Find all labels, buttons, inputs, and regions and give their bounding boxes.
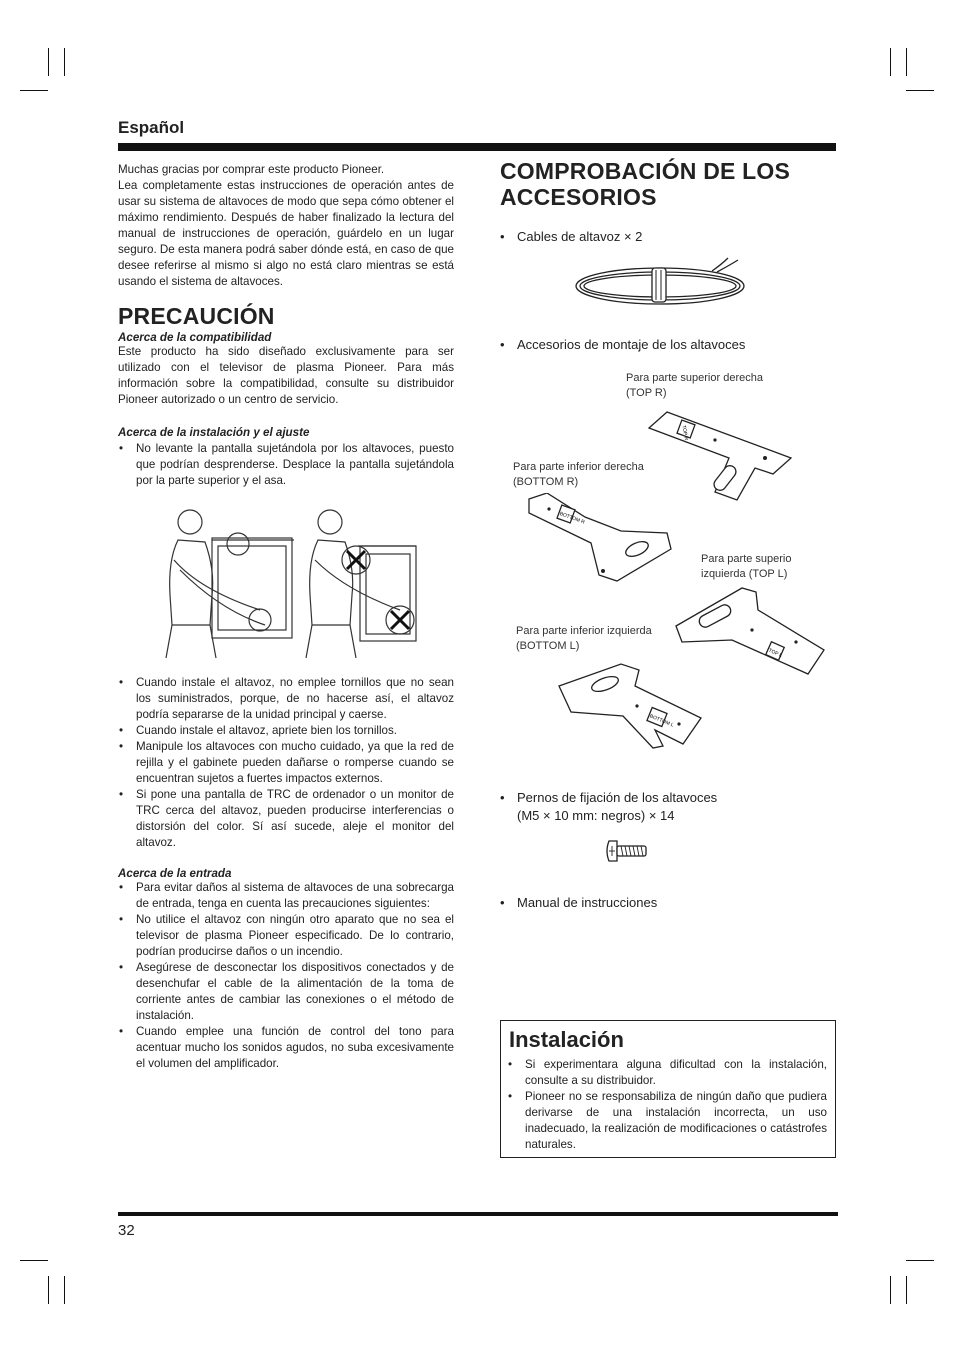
compat-section [118, 331, 454, 408]
list-item: • Si pone una pantalla de TRC de ordenador o un monitor de TRC cerca del altavoz, pueden producirse interferencias o distorsión del color. Sí así sucede, aleje el monitor del altavoz. [118, 787, 454, 851]
instalacion-box [500, 1020, 836, 1158]
list-item: • Cuando instale el altavoz, no emplee tornillos que no sean los suministrados, porque, de no hacerse así, el altavoz podría separarse de la unidad principal y caerse. [118, 675, 454, 723]
list-item: • Pioneer no se responsabiliza de ningún daño que pudiera derivarse de una instalación incorrecta, un uso inadecuado, la realización de modificaciones o catástrofes naturales. [507, 1089, 827, 1153]
compat-heading: Acerca de la compatibilidad [118, 331, 272, 344]
item-mounts: • Accesorios de montaje de los altavoces [500, 337, 746, 352]
accesorios-title: COMPROBACIÓN DE LOS ACCESORIOS [500, 158, 791, 210]
language-label: Español [118, 118, 185, 137]
list-item: • Cuando emplee una función de control del tono para acentuar mucho los sonidos agudos, no suba excesivamente el volumen del amplificador. [118, 1024, 454, 1072]
header-rule [118, 143, 836, 151]
bracket-top-l-label: TOP L [767, 647, 783, 659]
input-heading: Acerca de la entrada [118, 867, 232, 880]
crop-mark [906, 1260, 934, 1261]
list-item: • Cuando instale el altavoz, apriete bien los tornillos. [118, 723, 454, 739]
crop-mark [906, 48, 907, 76]
bracket-top-r-illustration [645, 410, 795, 502]
crop-mark [890, 48, 891, 76]
item-cables: • Cables de altavoz × 2 [500, 229, 643, 244]
item-manual-label: Manual de instrucciones [517, 895, 658, 910]
precaucion-title: PRECAUCIÓN [118, 303, 275, 329]
caption-bottom-r: Para parte inferior derecha (BOTTOM R) [513, 461, 644, 488]
item-bolts-line-2: (M5 × 10 mm: negros) × 14 [517, 808, 675, 823]
crop-mark [20, 1260, 48, 1261]
page-number: 32 [118, 1222, 135, 1239]
compat-text: Este producto ha sido diseñado exclusivamente para ser utilizado con el televisor de plasma Pioneer. Para más información sobre la compatibilidad, consulte su distribuidor Pioneer autorizado o un centro de servicio. [118, 345, 454, 406]
bracket-bottom-l-label: BOTTOM L [648, 713, 675, 729]
crop-mark [48, 48, 49, 76]
intro-paragraph: Lea completamente estas instrucciones de operación antes de usar su sistema de altavoces de modo que sepa cómo obtener el máximo rendimiento. Después de haber finalizado la lectura del manual de instrucciones de operación, guárdelo en un lugar seguro. De esta manera podrá saber dónde está, en caso de que desee referirse al mismo si algo no está claro mientras se está usando el sistema de altavoces. [118, 179, 454, 288]
install-section [118, 426, 454, 489]
instalacion-title: Instalación [509, 1027, 624, 1052]
bracket-top-r-label: TOP R [680, 424, 689, 441]
list-item: • Manipule los altavoces con mucho cuidado, ya que la red de rejilla y el gabinete pueden dañarse o romperse cuando se encuentran sujetos a fuertes impactos externos. [118, 739, 454, 787]
crop-mark [906, 1276, 907, 1304]
item-mounts-label: Accesorios de montaje de los altavoces [517, 337, 746, 352]
bracket-bottom-l-illustration [555, 658, 705, 750]
lifting-illustration [160, 500, 430, 660]
list-item: • Asegúrese de desconectar los dispositivos conectados y de desenchufar el cable de la alimentación de la toma de corriente antes de cambiar las conexiones o el método de instalación. [118, 960, 454, 1024]
crop-mark [64, 1276, 65, 1304]
intro-line-1: Muchas gracias por comprar este producto Pioneer. [118, 163, 385, 176]
crop-mark [890, 1276, 891, 1304]
caption-top-r: Para parte superior derecha (TOP R) [626, 372, 763, 399]
crop-mark [20, 90, 48, 91]
bolt-icon [605, 838, 649, 864]
item-manual: • Manual de instrucciones [500, 895, 658, 910]
list-item: • Para evitar daños al sistema de altavoces de una sobrecarga de entrada, tenga en cuenta las precauciones siguientes: [118, 880, 454, 912]
crop-mark [64, 48, 65, 76]
list-item: • No levante la pantalla sujetándola por los altavoces, puesto que podrían desprenderse. Desplace la pantalla sujetándola por la parte superior y el asa. [118, 441, 454, 489]
install-heading: Acerca de la instalación y el ajuste [118, 426, 310, 439]
bracket-bottom-r-illustration [525, 493, 675, 585]
item-cables-label: Cables de altavoz × 2 [517, 229, 643, 244]
intro-text [118, 162, 454, 290]
bracket-bottom-r-label: BOTTOM R [558, 511, 586, 526]
crop-mark [906, 90, 934, 91]
caption-top-l: Para parte superio izquierda (TOP L) [701, 553, 792, 580]
item-bolts: • Pernos de fijación de los altavoces (M5 × 10 mm: negros) × 14 [500, 790, 718, 823]
list-item: • No utilice el altavoz con ningún otro aparato que no sea el televisor de plasma Pioneer especificado. De lo contrario, podrían producirse daños o un incendio. [118, 912, 454, 960]
caption-bottom-l: Para parte inferior izquierda (BOTTOM L) [516, 625, 652, 652]
crop-mark [48, 1276, 49, 1304]
list-item: • Si experimentara alguna dificultad con la instalación, consulte a su distribuidor. [507, 1057, 827, 1089]
install-section-2 [118, 675, 454, 851]
item-bolts-line-1: Pernos de fijación de los altavoces [517, 790, 718, 805]
input-section [118, 867, 454, 1072]
footer-rule [118, 1212, 838, 1216]
speaker-cable-illustration [572, 256, 758, 314]
